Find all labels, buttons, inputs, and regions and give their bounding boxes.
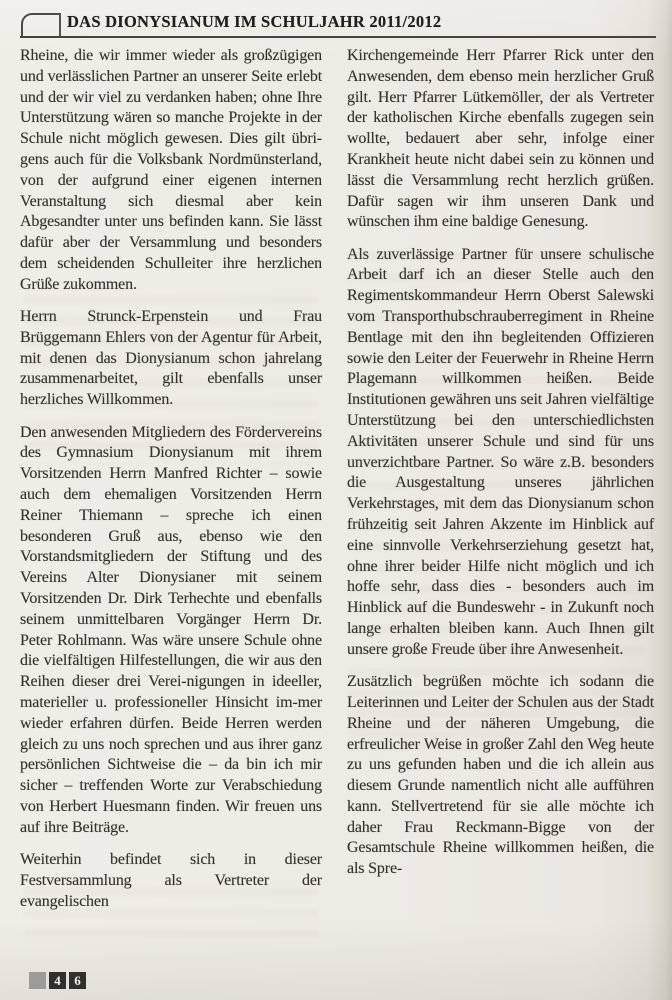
- paragraph-left-2: Herrn Strunck-Erpenstein und Frau Brüggemann Ehlers von der Agentur für Arbeit, mit denen das Dionysianum schon jahrelang zusammenarbeitet, gilt ebenfalls unser herzliches Willkommen.: [20, 308, 322, 409]
- page-number-digit-1: 4: [49, 972, 66, 989]
- footer-ornament-square: [29, 972, 46, 989]
- paragraph-right-3: Zusätzlich begrüßen möchte ich sodann die Leiterinnen und Leiter der Schulen aus der Stadt Rheine und der näheren Umgebung, die erfreulicher Weise in großer Zahl den Weg heute zu uns gefunden haben und die ich allein aus diesem Grunde namentlich nicht alle aufführen kann. Stellvertretend für sie alle möchte ich daher Frau Reckmann-Bigge von der Gesamtschule Rheine willkommen heißen, die als Spre-: [347, 673, 654, 878]
- page-title: DAS DIONYSIANUM IM SCHULJAHR 2011/2012: [67, 12, 442, 31]
- page-number-digit-2: 6: [69, 972, 86, 989]
- header-rule: [20, 36, 656, 38]
- left-column: [20, 46, 322, 912]
- paragraph-left-3: Den anwesenden Mitgliedern des Fördervereins des Gymnasium Dionysianum mit ihrem Vorsitzenden Herrn Manfred Richter – sowie auch dem ehemaligen Vorsitzenden Herrn Reiner Thiemann – spreche ich einen besonderen Gruß aus, ebenso wie den Vorstandsmitgliedern der Stiftung und des Vereins Alter Dionysianer mit seinem Vorsitzenden Dr. Dirk Terhechte und ebenfalls seinem unmittelbaren Vorgänger Herrn Dr. Peter Rohlmann. Was wäre unsere Schule ohne die vielfältigen Hilfestellungen, die wir aus den Reihen dieser drei Verei-nigungen in ideeller, materieller u. professioneller Hinsicht im-mer wieder erfahren dürfen. Beide Herren werden gleich zu uns noch sprechen und aus ihrer ganz persönlichen Sichtweise die – da bin ich mir sicher – treffenden Worte zur Verabschiedung von Herbert Huesmann finden. Wir freuen uns auf ihre Beiträge.: [20, 423, 322, 836]
- page-footer: [29, 972, 86, 989]
- paragraph-right-1: Kirchengemeinde Herr Pfarrer Rick unter den Anwesenden, dem ebenso mein herzlicher Gruß gilt. Herr Pfarrer Lütkemöller, der als Vertreter der katholischen Kirche ebenfalls zugegen sein wollte, bedauert aber sehr, infolge einer Krankheit heute nicht dabei sein zu können und lässt die Versammlung recht herzlich grüßen. Dafür sagen wir ihm unseren Dank und wünschen ihm eine baldige Genesung.: [347, 47, 654, 231]
- header-tab-ornament: [21, 13, 61, 37]
- right-column: [347, 46, 654, 880]
- paragraph-left-1: Rheine, die wir immer wieder als großzügigen und verlässlichen Partner an unserer Seite erlebt und der wir viel zu verdanken haben; ohne Ihre Unterstützung wären so manche Projekte in der Schule nicht möglich gewesen. Dies gilt übri- gens auch für die Volksbank Nordmünsterland, von der aufgrund einer eigenen internen Veranstaltung sich diesmal aber kein Abgesandter unter uns befinden kann. Sie lässt dafür aber der Versammlung und besonders dem scheidenden Schulleiter ihre herzlichen Grüße zukommen.: [20, 47, 322, 293]
- paragraph-left-4: Weiterhin befindet sich in dieser Festversammlung als Vertreter der evangelischen: [20, 850, 322, 910]
- paragraph-right-2: Als zuverlässige Partner für unsere schulische Arbeit darf ich an dieser Stelle auch den Regimentskommandeur Herrn Oberst Salewski vom Transporthubschrauberregiment in Rheine Bentlage mit den ihn begleitenden Offizieren sowie den Leiter der Feuerwehr in Rheine Herrn Plagemann willkommen heißen. Beide Institutionen gewähren uns seit Jahren vielfältige Unterstützung bei den unterschiedlichsten Aktivitäten unserer Schule und sind für uns unverzichtbare Partner. So wäre z.B. besonders die Ausgestaltung unseres jährlichen Verkehrstages, mit dem das Dionysianum schon frühzeitig seit Jahren Akzente im Hinblick auf eine sinnvolle Verkehrserziehung gesetzt hat, ohne ihrer beider Hilfe nicht möglich und ich hoffe sehr, dass dies - besonders auch im Hinblick auf die Bundeswehr - in Zukunft noch lange erhalten bleiben kann. Auch Ihnen gilt unsere große Freude über ihre Anwesenheit.: [347, 245, 654, 658]
